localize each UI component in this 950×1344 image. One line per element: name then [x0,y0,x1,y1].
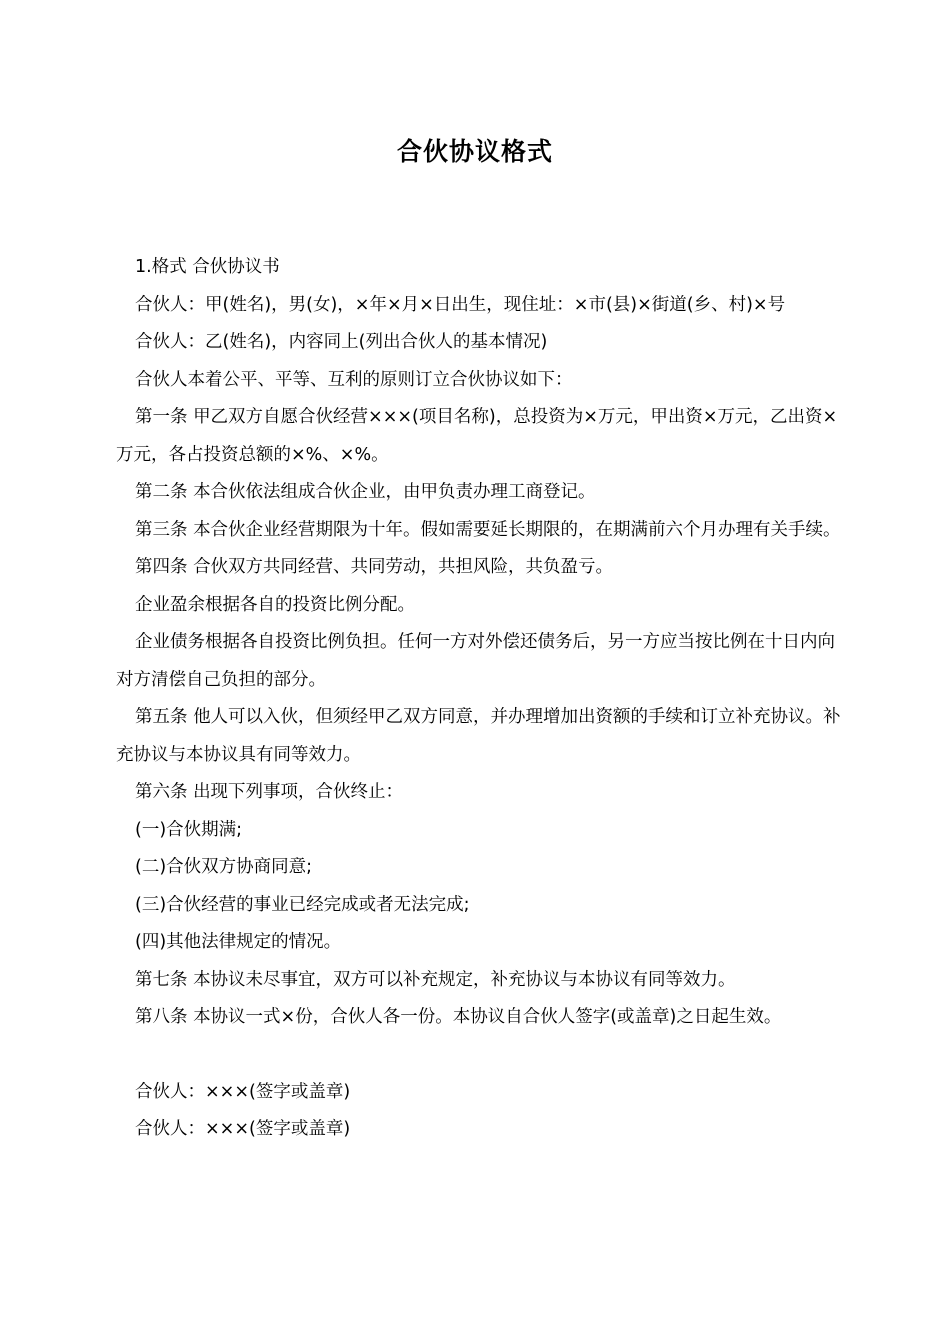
paragraph-preamble: 合伙人本着公平、平等、互利的原则订立合伙协议如下： [135,369,573,390]
article-3: 第三条 本合伙企业经营期限为十年。假如需要延长期限的，在期满前六个月办理有关手续。 [135,519,841,540]
article-6-item-4: (四)其他法律规定的情况。 [135,932,342,952]
article-6-item-3: (三)合伙经营的事业已经完成或者无法完成; [135,894,470,915]
article-6: 第六条 出现下列事项，合伙终止： [135,782,404,802]
article-4: 第四条 合伙双方共同经营、共同劳动，共担风险，共负盈亏。 [135,557,614,577]
document-body [116,249,852,1149]
article-4-profit: 企业盈余根据各自的投资比例分配。 [135,594,415,615]
signature-spacer [116,1037,852,1074]
article-6-item-1: (一)合伙期满; [135,819,243,840]
paragraph-partner-a: 合伙人：甲(姓名)，男(女)，×年×月×日出生，现住址：×市(县)×街道(乡、村)×号 [135,294,786,315]
paragraph-partner-b: 合伙人：乙(姓名)，内容同上(列出合伙人的基本情况) [135,332,548,352]
signature-line-1: 合伙人：×××(签字或盖章) [135,1081,351,1102]
article-6-item-2: (二)合伙双方协商同意; [135,857,313,877]
article-8: 第八条 本协议一式×份，合伙人各一份。本协议自合伙人签字(或盖章)之日起生效。 [135,1007,782,1027]
article-5: 第五条 他人可以入伙，但须经甲乙双方同意，并办理增加出资额的手续和订立补充协议。补充协议与本协议具有同等效力。 [116,707,841,765]
article-7: 第七条 本协议未尽事宜，双方可以补充规定，补充协议与本协议有同等效力。 [135,969,736,990]
document-title: 合伙协议格式 [396,137,553,166]
paragraph-format-heading: 1.格式 合伙协议书 [135,257,280,277]
signature-line-2: 合伙人：×××(签字或盖章) [135,1119,351,1139]
article-2: 第二条 本合伙依法组成合伙企业，由甲负责办理工商登记。 [135,482,596,502]
article-1: 第一条 甲乙双方自愿合伙经营×××(项目名称)，总投资为×万元，甲出资×万元，乙出资×万元，各占投资总额的×%、×%。 [116,407,838,465]
article-4-debt: 企业债务根据各自投资比例负担。任何一方对外偿还债务后，另一方应当按比例在十日内向对方清偿自己负担的部分。 [116,632,835,690]
